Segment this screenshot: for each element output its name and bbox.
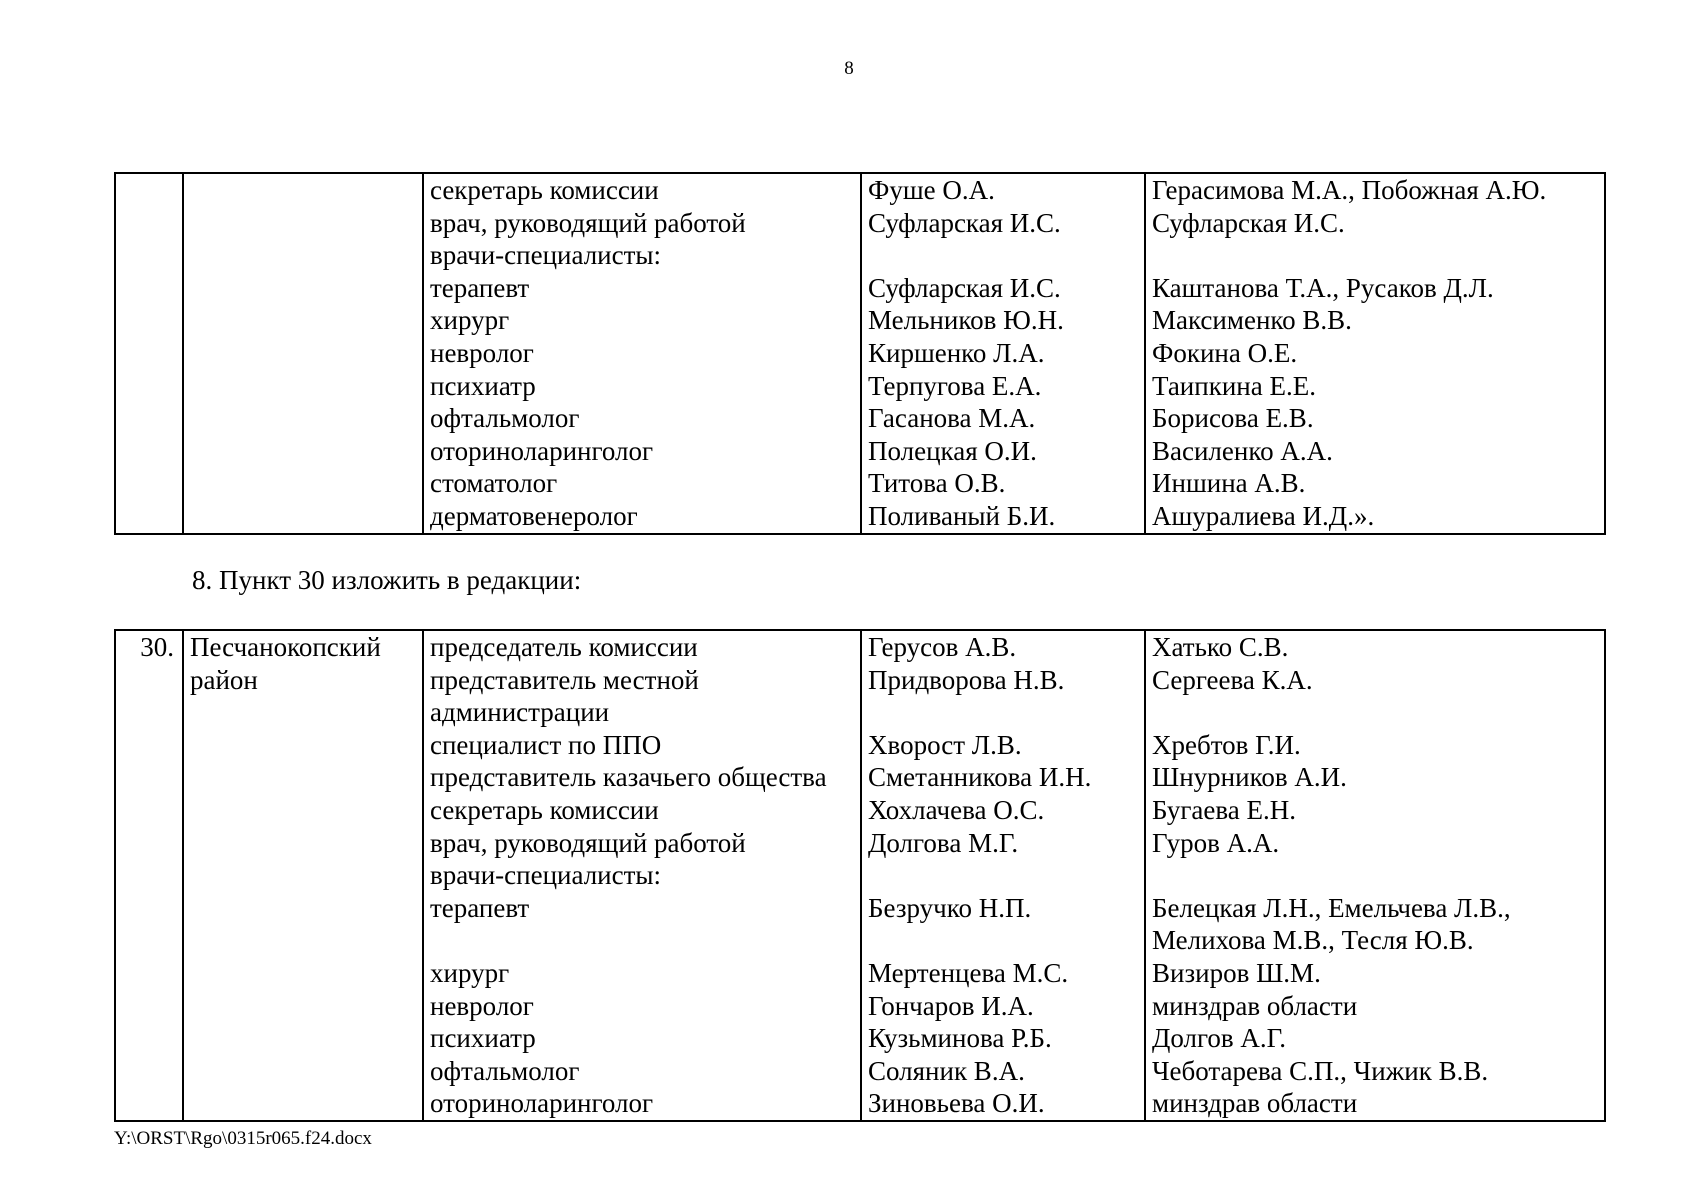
main-line: Кузьминова Р.Б. (868, 1023, 1052, 1054)
role-line: специалист по ППО (430, 729, 662, 760)
reserve-line: Каштанова Т.А., Русаков Д.Л. (1152, 272, 1494, 303)
page-number: 8 (844, 58, 854, 79)
role-line: дерматовенеролог (430, 500, 638, 531)
reserve-line: Василенко А.А. (1152, 435, 1333, 466)
reserve-line: Таипкина Е.Е. (1152, 370, 1316, 401)
reserve-line: минздрав области (1152, 990, 1358, 1021)
reserve-line: Сергеева К.А. (1152, 664, 1313, 695)
role-line: администрации (430, 697, 610, 728)
role-column (423, 630, 861, 1121)
main-line: Суфларская И.С. (868, 207, 1061, 238)
main-line: Титова О.В. (868, 468, 1006, 499)
reserve-line: Герасимова М.А., Побожная А.Ю. (1152, 175, 1547, 205)
role-line: офтальмолог (430, 403, 580, 434)
reserve-line: Суфларская И.С. (1152, 207, 1345, 238)
role-line: оториноларинголог (430, 1088, 654, 1119)
reserve-member-column (1145, 173, 1605, 534)
reserve-line: Борисова Е.В. (1152, 403, 1314, 434)
role-line: хирург (430, 957, 510, 988)
main-line: Гасанова М.А. (868, 403, 1036, 434)
commission-table-item-30 (114, 629, 1606, 1122)
main-line (868, 924, 1138, 957)
main-line (868, 239, 1138, 272)
reserve-line: Долгов А.Г. (1152, 1023, 1286, 1054)
district-cell (183, 173, 423, 534)
role-line: оториноларинголог (430, 435, 654, 466)
role-line: терапевт (430, 892, 530, 923)
role-line: хирург (430, 305, 510, 336)
main-line (868, 859, 1138, 892)
reserve-line: Гуров А.А. (1152, 827, 1280, 858)
role-line: представитель местной (430, 664, 699, 695)
role-line: представитель казачьего общества (430, 762, 827, 793)
main-line: Фуше О.А. (868, 175, 995, 205)
district-name-line: район (190, 664, 258, 695)
main-member-column (861, 173, 1145, 534)
main-line: Соляник В.А. (868, 1055, 1025, 1086)
reserve-line: минздрав области (1152, 1088, 1358, 1119)
reserve-line: Чеботарева С.П., Чижик В.В. (1152, 1055, 1489, 1086)
main-line: Хворост Л.В. (868, 729, 1022, 760)
amendment-paragraph: 8. Пункт 30 изложить в редакции: (192, 565, 582, 595)
main-line: Мертенцева М.С. (868, 957, 1069, 988)
number-cell (115, 173, 183, 534)
main-line: Долгова М.Г. (868, 827, 1019, 858)
reserve-line: Шнурников А.И. (1152, 762, 1347, 793)
main-line: Поливаный Б.И. (868, 500, 1056, 531)
reserve-line: Ашуралиева И.Д.». (1152, 500, 1375, 531)
reserve-member-column (1145, 630, 1605, 1121)
main-line: Суфларская И.С. (868, 272, 1061, 303)
reserve-line: Визиров Ш.М. (1152, 957, 1321, 988)
main-line: Сметанникова И.Н. (868, 762, 1092, 793)
main-line: Безручко Н.П. (868, 892, 1032, 923)
main-line: Герусов А.В. (868, 632, 1017, 662)
reserve-line: Мелихова М.В., Тесля Ю.В. (1152, 925, 1474, 956)
role-line: терапевт (430, 272, 530, 303)
role-line: офтальмолог (430, 1055, 580, 1086)
district-name-line: Песчанокопский (190, 632, 381, 662)
table-row (115, 173, 1605, 534)
reserve-line (1152, 859, 1598, 892)
commission-table-continued (114, 172, 1606, 535)
role-line: председатель комиссии (430, 632, 698, 662)
main-line: Придворова Н.В. (868, 664, 1065, 695)
reserve-line: Максименко В.В. (1152, 305, 1352, 336)
district-cell (183, 630, 423, 1121)
reserve-line: Бугаева Е.Н. (1152, 794, 1296, 825)
main-line: Хохлачева О.С. (868, 794, 1045, 825)
role-line: невролог (430, 337, 534, 368)
role-line: психиатр (430, 370, 536, 401)
role-line: врачи-специалисты: (430, 860, 662, 891)
main-line: Терпугова Е.А. (868, 370, 1042, 401)
reserve-line: Иншина А.В. (1152, 468, 1306, 499)
role-column (423, 173, 861, 534)
reserve-line (1152, 696, 1598, 729)
number-cell (115, 630, 183, 1121)
main-line: Полецкая О.И. (868, 435, 1037, 466)
main-member-column (861, 630, 1145, 1121)
reserve-line: Хребтов Г.И. (1152, 729, 1301, 760)
role-line: психиатр (430, 1023, 536, 1054)
role-line: врач, руководящий работой (430, 207, 746, 238)
main-line: Гончаров И.А. (868, 990, 1034, 1021)
table-row (115, 630, 1605, 1121)
main-line: Киршенко Л.А. (868, 337, 1045, 368)
reserve-line: Белецкая Л.Н., Емельчева Л.В., (1152, 892, 1511, 923)
role-line: врачи-специалисты: (430, 240, 662, 271)
main-line: Мельников Ю.Н. (868, 305, 1064, 336)
reserve-line (1152, 239, 1598, 272)
main-line: Зиновьева О.И. (868, 1088, 1045, 1119)
role-line: секретарь комиссии (430, 175, 659, 205)
main-line (868, 696, 1138, 729)
reserve-line: Фокина О.Е. (1152, 337, 1298, 368)
reserve-line: Хатько С.В. (1152, 632, 1289, 662)
role-line: стоматолог (430, 468, 558, 499)
role-line: невролог (430, 990, 534, 1021)
role-line: врач, руководящий работой (430, 827, 746, 858)
file-path-footer: Y:\ORST\Rgo\0315r065.f24.docx (114, 1128, 372, 1149)
role-line: секретарь комиссии (430, 794, 659, 825)
role-line (430, 924, 854, 957)
item-number: 30. (140, 632, 174, 662)
